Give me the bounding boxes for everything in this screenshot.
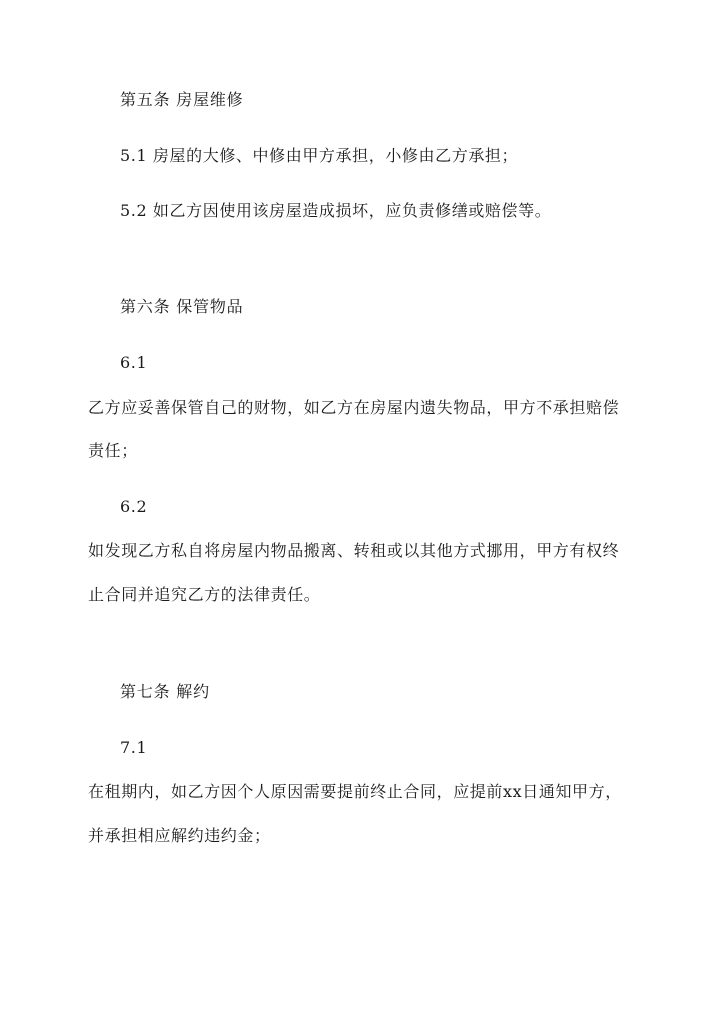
- section-6-item-2-number: 6.2: [120, 497, 148, 516]
- section-5-item-1: 5.1 房屋的大修、中修由甲方承担，小修由乙方承担；: [120, 146, 519, 165]
- section-6-item-2-text-line-1: 如发现乙方私自将房屋内物品搬离、转租或以其他方式挪用，甲方有权终: [88, 541, 620, 560]
- section-7-heading: 第七条 解约: [120, 682, 210, 701]
- section-7-item-1-text-line-2: 并承担相应解约违约金；: [88, 826, 271, 845]
- section-6-item-1-text-line-2: 责任；: [88, 441, 138, 460]
- section-6-heading: 第六条 保管物品: [120, 297, 244, 316]
- section-5-heading: 第五条 房屋维修: [120, 90, 244, 109]
- section-6-item-2-text-line-2: 止合同并追究乙方的法律责任。: [88, 585, 321, 604]
- section-5-item-2: 5.2 如乙方因使用该房屋造成损坏，应负责修缮或赔偿等。: [120, 201, 552, 220]
- section-6-item-1-text-line-1: 乙方应妥善保管自己的财物，如乙方在房屋内遗失物品，甲方不承担赔偿: [88, 398, 620, 417]
- section-6-item-1-number: 6.1: [120, 353, 148, 372]
- section-7-item-1-number: 7.1: [120, 738, 148, 757]
- section-7-item-1-text-line-1: 在租期内，如乙方因个人原因需要提前终止合同，应提前xx日通知甲方，: [88, 782, 622, 801]
